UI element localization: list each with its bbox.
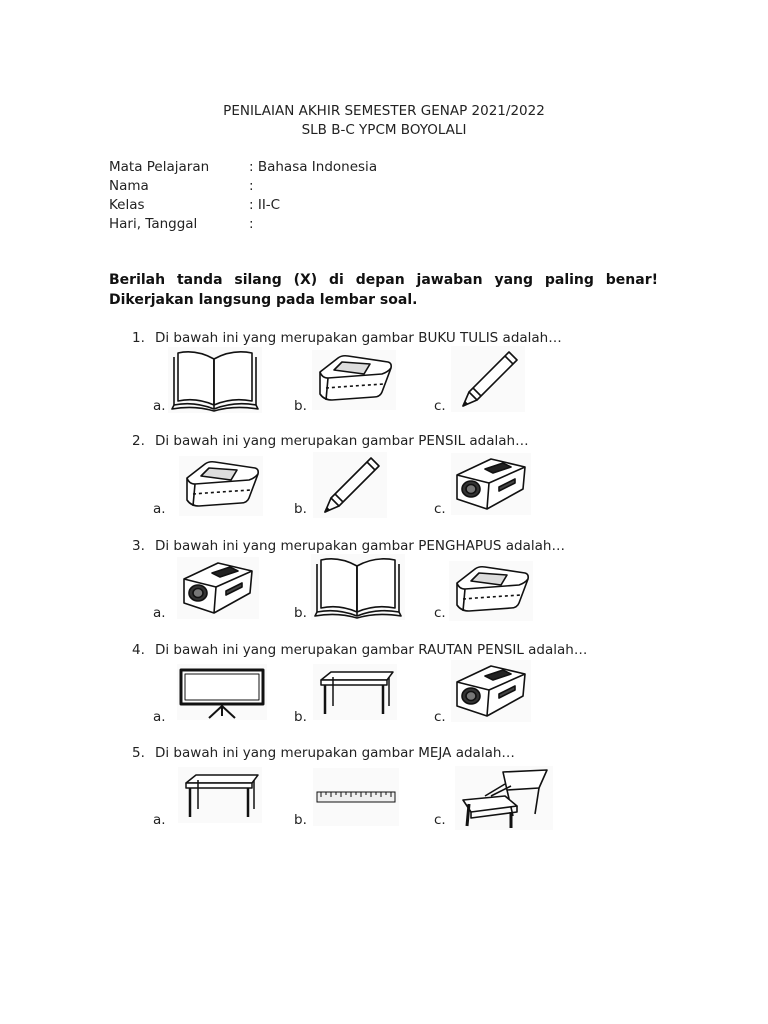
info-value: : Bahasa Indonesia (249, 159, 378, 175)
option-letter[interactable]: c. (434, 812, 446, 828)
info-label: Nama (109, 178, 149, 194)
question-number: 3. (132, 538, 145, 554)
question-3 (132, 538, 565, 554)
info-label: Kelas (109, 197, 145, 213)
option-letter[interactable]: c. (434, 501, 446, 517)
option-letter[interactable]: c. (434, 709, 446, 725)
option-letter[interactable]: a. (153, 709, 166, 725)
pencil-icon (313, 452, 387, 518)
info-value: : (249, 178, 254, 194)
info-label: Hari, Tanggal (109, 216, 198, 232)
sharpener-icon (451, 660, 531, 722)
eraser-icon (312, 350, 396, 410)
school-desk-icon (455, 766, 553, 830)
question-number: 4. (132, 642, 145, 658)
book-icon (168, 347, 262, 413)
option-letter[interactable]: b. (294, 812, 307, 828)
question-text: Di bawah ini yang merupakan gambar BUKU TULIS adalah… (155, 330, 562, 346)
book-icon (311, 554, 405, 620)
question-4 (132, 642, 587, 658)
option-letter[interactable]: b. (294, 501, 307, 517)
pencil-icon (451, 346, 525, 412)
eraser-icon (449, 561, 533, 621)
question-1 (132, 330, 562, 346)
info-label: Mata Pelajaran (109, 159, 210, 175)
question-text: Di bawah ini yang merupakan gambar PENGHAPUS adalah… (155, 538, 565, 554)
table-icon (178, 767, 262, 823)
sharpener-icon (177, 557, 259, 619)
header (0, 102, 768, 140)
option-letter[interactable]: c. (434, 398, 446, 414)
whiteboard-icon (177, 664, 267, 720)
question-5 (132, 745, 515, 761)
question-number: 1. (132, 330, 145, 346)
instructions (109, 270, 658, 310)
option-letter[interactable]: b. (294, 398, 307, 414)
option-letter[interactable]: b. (294, 605, 307, 621)
eraser-icon (179, 456, 263, 516)
question-number: 2. (132, 433, 145, 449)
option-letter[interactable]: a. (153, 812, 166, 828)
instruction-line-1: Berilah tanda silang (X) di depan jawaban yang paling benar! (109, 272, 658, 288)
option-letter[interactable]: b. (294, 709, 307, 725)
instruction-line-2: Dikerjakan langsung pada lembar soal. (109, 292, 418, 308)
option-letter[interactable]: a. (153, 398, 166, 414)
question-text: Di bawah ini yang merupakan gambar MEJA adalah… (155, 745, 515, 761)
header-school: SLB B-C YPCM BOYOLALI (301, 122, 467, 138)
question-number: 5. (132, 745, 145, 761)
option-letter[interactable]: c. (434, 605, 446, 621)
info-value: : (249, 216, 254, 232)
info-value: : II-C (249, 197, 281, 213)
option-letter[interactable]: a. (153, 501, 166, 517)
header-title: PENILAIAN AKHIR SEMESTER GENAP 2021/2022 (223, 103, 545, 119)
sharpener-icon (451, 453, 531, 515)
question-text: Di bawah ini yang merupakan gambar RAUTAN PENSIL adalah… (155, 642, 588, 658)
question-2 (132, 433, 529, 449)
question-text: Di bawah ini yang merupakan gambar PENSIL adalah… (155, 433, 529, 449)
ruler-icon (313, 768, 399, 826)
table-icon (313, 664, 397, 720)
option-letter[interactable]: a. (153, 605, 166, 621)
